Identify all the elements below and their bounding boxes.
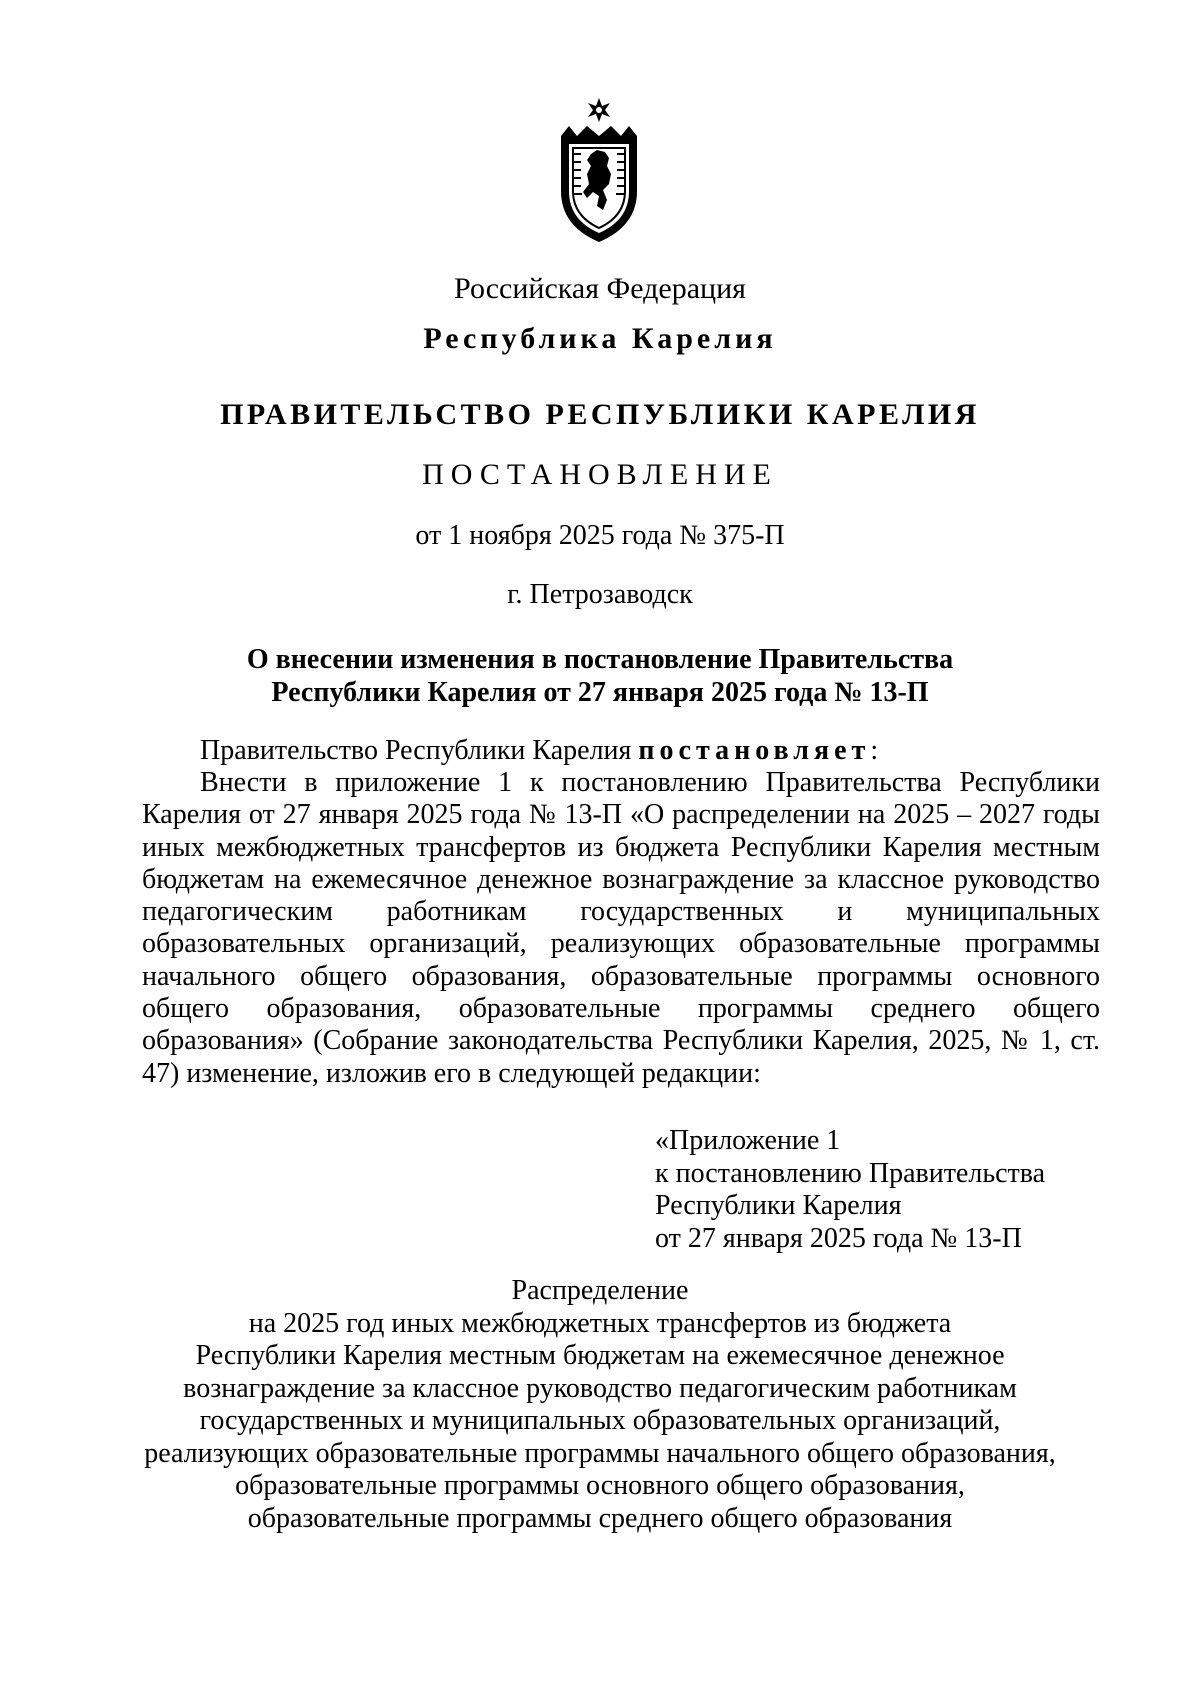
government-line: ПРАВИТЕЛЬСТВО РЕСПУБЛИКИ КАРЕЛИЯ — [220, 398, 980, 431]
document-type: ПОСТАНОВЛЕНИЕ — [422, 458, 778, 491]
distribution-line: Распределение — [511, 1275, 689, 1306]
main-paragraph: Внести в приложение 1 к постановлению Правительства Республики Карелия от 27 января 2025 года № 13-П «О распределении на 2025 – 2027 годы иных межбюджетных трансфертов из бюджета Республики Карелия местным бюджетам на ежемесячное денежное вознаграждение за классное руководство педагогическим работникам государственных и муниципальных образовательных организаций, реализующих образовательные программы начального общего образования, образовательные программы основного общего образования, образовательные программы среднего общего образования» (Собрание законодательства Республики Карелия, 2025, № 1, ст. 47) изменение, изложив его в следующей редакции: — [142, 767, 1100, 1089]
distribution-line: на 2025 год иных межбюджетных трансфертов из бюджета — [248, 1307, 952, 1339]
annex-line: от 27 января 2025 года № 13-П — [655, 1222, 1022, 1254]
federation-line: Российская Федерация — [454, 272, 746, 305]
distribution-line: Республики Карелия местным бюджетам на ежемесячное денежное — [195, 1340, 1005, 1371]
republic-line: Республика Карелия — [423, 322, 777, 355]
title-line-2: Республики Карелия от 27 января 2025 года № 13-П — [271, 677, 929, 708]
annex-line: Республики Карелия — [655, 1190, 902, 1221]
distribution-line: вознаграждение за классное руководство педагогическим работникам — [183, 1372, 1017, 1404]
date-number: от 1 ноября 2025 года № 375-П — [415, 520, 785, 551]
annex-header — [655, 1125, 1045, 1255]
annex-line: «Приложение 1 — [655, 1125, 841, 1156]
karelia-coat-of-arms-icon — [553, 96, 645, 244]
city: г. Петрозаводск — [507, 579, 693, 610]
intro-suffix: : — [870, 735, 879, 766]
distribution-line: государственных и муниципальных образовательных организаций, — [199, 1405, 1001, 1436]
distribution-line: реализующих образовательные программы начального общего образования, — [144, 1437, 1056, 1469]
annex-line: к постановлению Правительства — [655, 1157, 1046, 1189]
title-line-1: О внесении изменения в постановление Правительства — [246, 644, 954, 675]
body-text — [142, 767, 1100, 1090]
document-title — [0, 643, 1200, 709]
intro-verb: постановляет — [638, 735, 871, 766]
distribution-line: образовательные программы среднего общего образования — [247, 1502, 953, 1534]
intro-prefix: Правительство Республики Карелия — [200, 735, 639, 766]
intro-line — [200, 735, 878, 767]
distribution-heading — [0, 1275, 1200, 1535]
distribution-line: образовательные программы основного общего образования, — [235, 1470, 965, 1501]
